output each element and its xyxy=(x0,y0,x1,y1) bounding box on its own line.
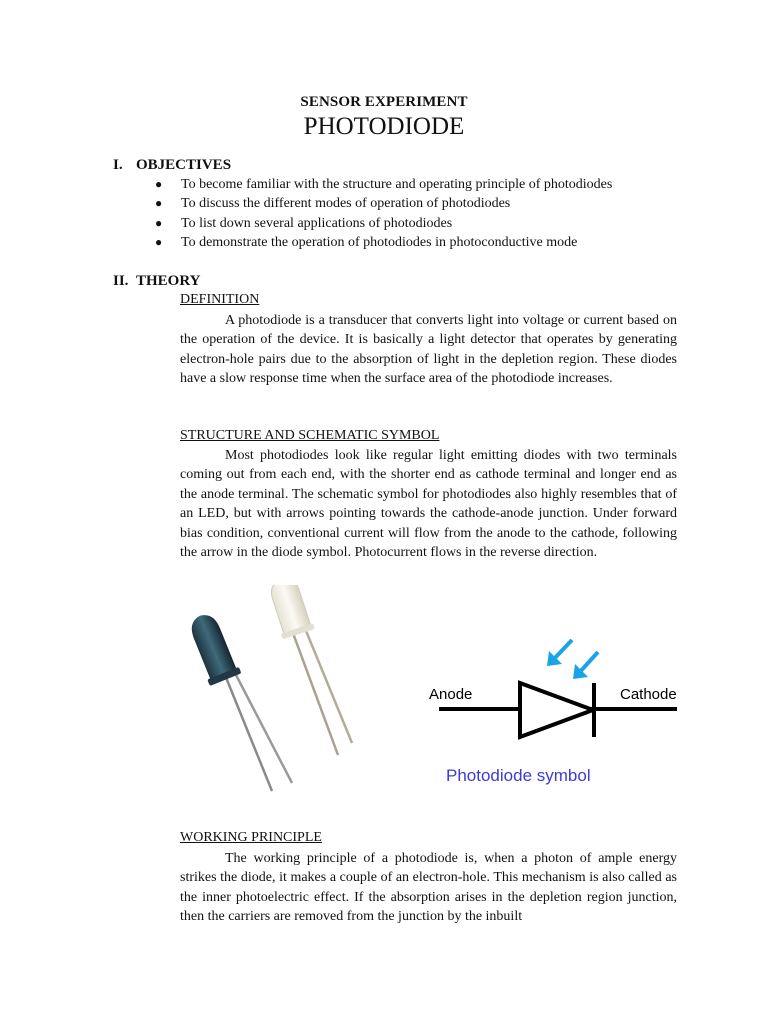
list-item: ● To demonstrate the operation of photodiodes in photoconductive mode xyxy=(150,233,612,252)
paragraph-text: The working principle of a photodiode is, when a photon of ample energy strikes the diode, it makes a couple of an electron-hole. This mechanism is also called as the inner photoelectric effect. If the absorption arises in the depletion region junction, then the carriers are removed from the junction by the inbuilt xyxy=(180,851,677,925)
paragraph-text: A photodiode is a transducer that converts light into voltage or current based on the operation of the device. It is basically a light detector that operates by generating electron-hole pairs due to the absorption of light in the depletion region. These diodes have a slow response time when the surface area of the photodiode increases. xyxy=(180,313,677,387)
structure-heading: STRUCTURE AND SCHEMATIC SYMBOL xyxy=(180,428,440,443)
working-principle-heading: WORKING PRINCIPLE xyxy=(180,830,322,845)
list-item: ● To become familiar with the structure and operating principle of photodiodes xyxy=(150,175,612,194)
cathode-label: Cathode xyxy=(620,686,677,703)
section-number: II. xyxy=(113,273,129,289)
structure-paragraph xyxy=(180,446,677,562)
symbol-caption: Photodiode symbol xyxy=(446,766,591,785)
section-number: I. xyxy=(113,157,123,173)
section-theory-heading xyxy=(113,273,200,290)
photodiode-symbol-figure xyxy=(423,630,693,790)
definition-paragraph xyxy=(180,311,677,389)
photodiode-photo xyxy=(180,585,402,807)
photodiode-symbol-diagram xyxy=(423,630,693,790)
list-item: ● To list down several applications of photodiodes xyxy=(150,214,612,233)
document-title: PHOTODIODE xyxy=(303,113,465,140)
section-title: OBJECTIVES xyxy=(136,157,232,173)
anode-label: Anode xyxy=(429,686,473,703)
objectives-list xyxy=(150,175,612,253)
definition-heading: DEFINITION xyxy=(180,292,260,307)
working-principle-paragraph xyxy=(180,849,677,927)
light-arrows-icon xyxy=(547,640,598,679)
section-objectives-heading xyxy=(113,157,231,174)
document-subtitle: SENSOR EXPERIMENT xyxy=(300,94,468,110)
diode-triangle xyxy=(520,683,593,737)
list-item: ● To discuss the different modes of operation of photodiodes xyxy=(150,194,612,213)
section-title: THEORY xyxy=(136,273,201,289)
photodiode-leds-illustration xyxy=(180,585,402,807)
paragraph-text: Most photodiodes look like regular light emitting diodes with two terminals coming out from each end, with the shorter end as cathode terminal and longer end as the anode terminal. The schematic symbol for photodiodes also highly resembles that of an LED, but with arrows pointing towards the cathode-anode junction. Under forward bias condition, conventional current will flow from the anode to the cathode, following the arrow in the diode symbol. Photocurrent flows in the reverse direction. xyxy=(180,448,677,561)
